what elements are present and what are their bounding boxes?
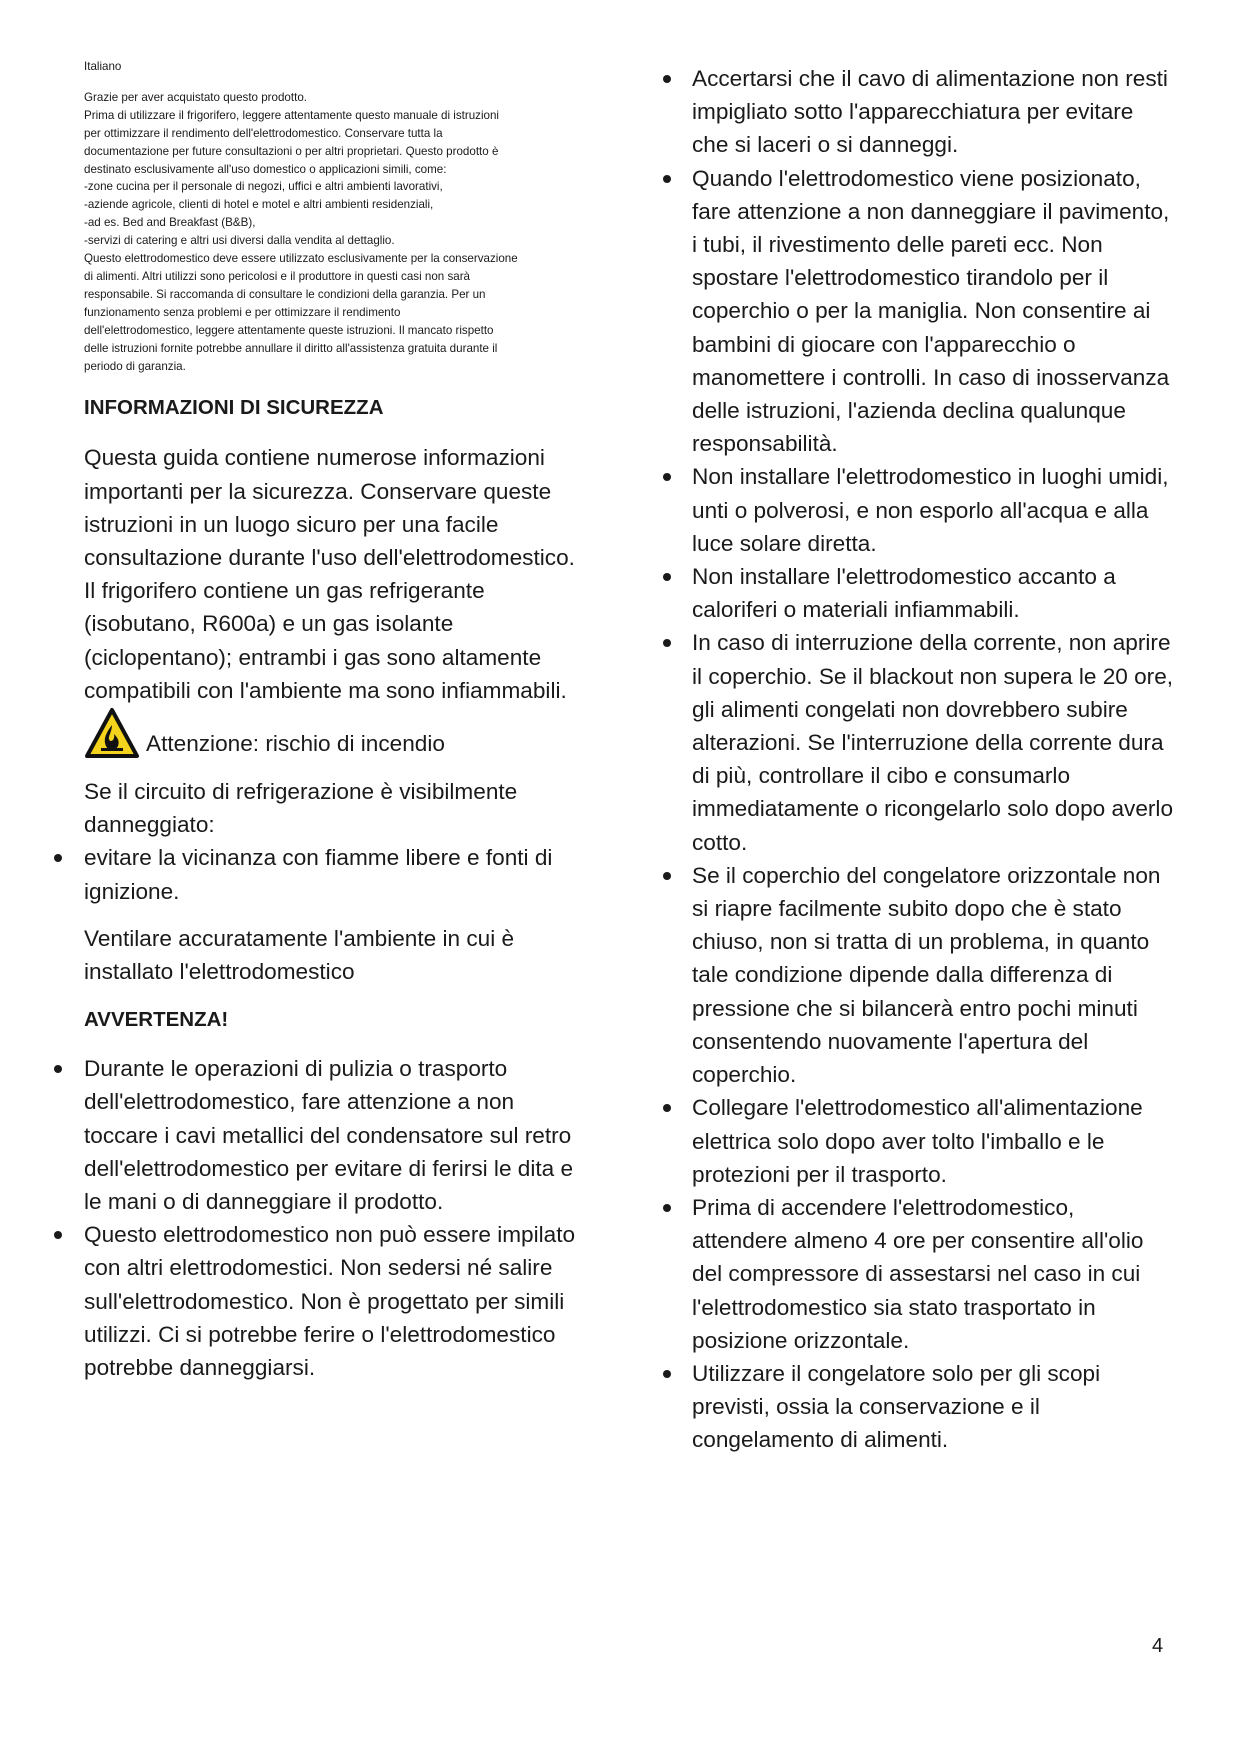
list-item: evitare la vicinanza con fiamme libere e fonti di ignizione.	[84, 841, 592, 907]
list-item: Questo elettrodomestico non può essere impilato con altri elettrodomestici. Non sedersi né salire sull'elettrodomestico. Non è progettato per simili utilizzi. Ci si potrebbe ferire o l'elettrodomestico potrebbe danneggiarsi.	[84, 1218, 592, 1384]
list-item: Durante le operazioni di pulizia o trasporto dell'elettrodomestico, fare attenzione a non toccare i cavi metallici del condensatore sul retro dell'elettrodomestico per evitare di ferirsi le dita e le mani o di danneggiare il prodotto.	[84, 1052, 592, 1218]
warning-bullet-list-left	[84, 1052, 592, 1384]
warning-bullet-list-right	[692, 62, 1174, 1457]
warning-heading: AVVERTENZA!	[84, 1008, 229, 1032]
list-item: Non installare l'elettrodomestico in luoghi umidi, unti o polverosi, e non esporlo all'acqua e alla luce solare diretta.	[692, 460, 1174, 560]
list-item: Utilizzare il congelatore solo per gli scopi previsti, ossia la conservazione e il congelamento di alimenti.	[692, 1357, 1174, 1457]
list-item: Collegare l'elettrodomestico all'alimentazione elettrica solo dopo aver tolto l'imballo e le protezioni per il trasporto.	[692, 1091, 1174, 1191]
right-column	[692, 62, 1174, 1457]
language-label: Italiano	[84, 60, 122, 73]
page-number: 4	[1152, 1635, 1164, 1657]
flammable-warning-icon	[84, 707, 140, 759]
list-item: Accertarsi che il cavo di alimentazione non resti impigliato sotto l'apparecchiatura per evitare che si laceri o si danneggi.	[692, 62, 1174, 162]
circuit-text: Se il circuito di refrigerazione è visibilmente danneggiato:	[84, 779, 518, 838]
fire-warning	[84, 707, 592, 759]
list-item: Se il coperchio del congelatore orizzontale non si riapre facilmente subito dopo che è stato chiuso, non si tratta di un problema, in quanto tale condizione dipende dalla differenza di pressione che si bilancerà entro pochi minuti consentendo nuovamente l'apertura del coperchio.	[692, 859, 1174, 1091]
safety-paragraph: Questa guida contiene numerose informazioni importanti per la sicurezza. Conservare queste istruzioni in un luogo sicuro per una facile consultazione durante l'uso dell'elettrodomestico. Il frigorifero contiene un gas refrigerante (isobutano, R600a) e un gas isolante (ciclopentano); entrambi i gas sono altamente compatibili con l'ambiente ma sono infiammabili.	[84, 445, 575, 703]
ventilate-text: Ventilare accuratamente l'ambiente in cui è installato l'elettrodomestico	[84, 925, 515, 985]
list-item: In caso di interruzione della corrente, non aprire il coperchio. Se il blackout non supera le 20 ore, gli alimenti congelati non dovrebbero subire alterazioni. Se l'interruzione della corrente dura di più, controllare il cibo e consumarlo immediatamente o ricongelarlo solo dopo averlo cotto.	[692, 626, 1174, 858]
list-item: Quando l'elettrodomestico viene posizionato, fare attenzione a non danneggiare il pavimento, i tubi, il rivestimento delle pareti ecc. Non spostare l'elettrodomestico tirandolo per il coperchio o per la maniglia. Non consentire ai bambini di giocare con l'apparecchio o manomettere i controlli. In caso di inosservanza delle istruzioni, l'azienda declina qualunque responsabilità.	[692, 162, 1174, 461]
safety-heading: INFORMAZIONI DI SICUREZZA	[84, 396, 384, 420]
circuit-bullet-list	[84, 841, 592, 907]
left-column	[84, 58, 592, 1384]
intro-text: Grazie per aver acquistato questo prodotto. Prima di utilizzare il frigorifero, leggere attentamente questo manuale di istruzioni per ottimizzare il rendimento dell'elettrodomestico. Conservare tutta la documentazione per future consultazioni o per altri proprietari. Questo prodotto è destinato esclusivamente all'uso domestico o applicazioni simili, come: -zone cucina per il personale di negozi, uffici e altri ambienti lavorativi, -aziende agricole, clienti di hotel e motel e altri ambienti residenziali, -ad es. Bed and Breakfast (B&B), -servizi di catering e altri usi diversi dalla vendita al dettaglio. Questo elettrodomestico deve essere utilizzato esclusivamente per la conservazione di alimenti. Altri utilizzi sono pericolosi e il produttore in questi casi non sarà responsabile. Si raccomanda di consultare le condizioni della garanzia. Per un funzionamento senza problemi e per ottimizzare il rendimento dell'elettrodomestico, leggere attentamente queste istruzioni. Il mancato rispetto delle istruzioni fornite potrebbe annullare il diritto all'assistenza gratuita durante il periodo di garanzia.	[84, 90, 518, 373]
fire-warning-text: Attenzione: rischio di incendio	[146, 731, 445, 757]
list-item: Prima di accendere l'elettrodomestico, attendere almeno 4 ore per consentire all'olio del compressore di assestarsi nel caso in cui l'elettrodomestico sia stato trasportato in posizione orizzontale.	[692, 1191, 1174, 1357]
list-item: Non installare l'elettrodomestico accanto a caloriferi o materiali infiammabili.	[692, 560, 1174, 626]
